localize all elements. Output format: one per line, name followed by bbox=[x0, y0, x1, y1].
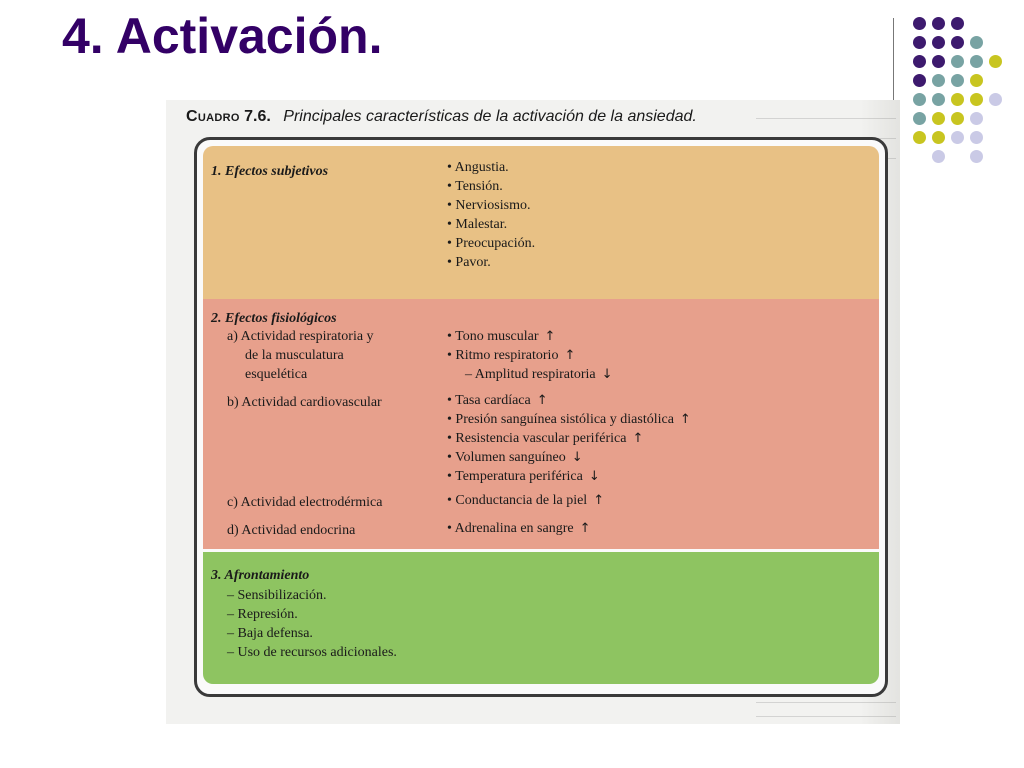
dot bbox=[951, 55, 964, 68]
arrow-up-icon: ↑ bbox=[564, 348, 576, 363]
dot bbox=[951, 112, 964, 125]
arrow-down-icon: ↓ bbox=[571, 450, 583, 465]
section-title: 3. Afrontamiento bbox=[211, 568, 310, 583]
list-item: • Nerviosismo. bbox=[447, 198, 531, 213]
dot bbox=[932, 131, 945, 144]
list-item: • Resistencia vascular periférica bbox=[447, 431, 627, 446]
list-item: – Amplitud respiratoria bbox=[465, 367, 596, 382]
arrow-up-icon: ↑ bbox=[579, 521, 591, 536]
dot bbox=[970, 112, 983, 125]
dot bbox=[970, 74, 983, 87]
dot bbox=[932, 55, 945, 68]
list-item: • Angustia. bbox=[447, 160, 509, 175]
respiratory-list bbox=[447, 329, 613, 386]
list-item: • Tono muscular bbox=[447, 329, 539, 344]
list-item: • Preocupación. bbox=[447, 236, 536, 251]
list-item: • Conductancia de la piel bbox=[447, 493, 588, 508]
dot bbox=[913, 93, 926, 106]
dot bbox=[932, 93, 945, 106]
caption-number: 7.6. bbox=[244, 108, 271, 125]
dot bbox=[932, 36, 945, 49]
dot bbox=[989, 55, 1002, 68]
subjective-list bbox=[447, 160, 535, 274]
dot bbox=[970, 55, 983, 68]
list-item: • Tensión. bbox=[447, 179, 503, 194]
list-item: • Volumen sanguíneo bbox=[447, 450, 566, 465]
cardiovascular-label: b) Actividad cardiovascular bbox=[227, 395, 382, 410]
list-item: • Tasa cardíaca bbox=[447, 393, 531, 408]
list-item: • Ritmo respiratorio bbox=[447, 348, 559, 363]
table-box bbox=[194, 137, 888, 697]
dot bbox=[913, 112, 926, 125]
caption-label: Cuadro bbox=[186, 108, 240, 125]
dot bbox=[932, 17, 945, 30]
list-item: • Temperatura periférica bbox=[447, 469, 583, 484]
electrodermal-label: c) Actividad electrodérmica bbox=[227, 495, 383, 510]
scanned-table-image bbox=[166, 100, 900, 724]
list-item: – Represión. bbox=[227, 607, 298, 622]
dot bbox=[951, 36, 964, 49]
dot bbox=[913, 17, 926, 30]
section-coping bbox=[203, 552, 879, 684]
slide-title: 4. Activación. bbox=[62, 8, 383, 64]
section-subjective-effects bbox=[203, 146, 879, 304]
arrow-up-icon: ↑ bbox=[544, 329, 556, 344]
arrow-up-icon: ↑ bbox=[679, 412, 691, 427]
section-title: 1. Efectos subjetivos bbox=[211, 164, 329, 179]
arrow-up-icon: ↑ bbox=[593, 493, 605, 508]
table-caption bbox=[186, 108, 697, 126]
dot bbox=[970, 131, 983, 144]
coping-list bbox=[227, 588, 397, 664]
dot bbox=[913, 131, 926, 144]
dot bbox=[951, 17, 964, 30]
dot bbox=[932, 112, 945, 125]
dot bbox=[913, 55, 926, 68]
arrow-down-icon: ↓ bbox=[588, 469, 600, 484]
dot bbox=[951, 74, 964, 87]
arrow-down-icon: ↓ bbox=[601, 367, 613, 382]
dot bbox=[932, 150, 945, 163]
respiratory-label: a) Actividad respiratoria y de la musculatura esquelética bbox=[227, 329, 374, 382]
dot bbox=[951, 93, 964, 106]
dot bbox=[913, 74, 926, 87]
cardiovascular-list bbox=[447, 393, 691, 488]
dot bbox=[932, 74, 945, 87]
dot bbox=[951, 131, 964, 144]
section-physiological-effects bbox=[203, 299, 879, 549]
list-item: – Sensibilización. bbox=[227, 588, 327, 603]
list-item: • Presión sanguínea sistólica y diastólica bbox=[447, 412, 674, 427]
dot bbox=[970, 93, 983, 106]
list-item: – Uso de recursos adicionales. bbox=[227, 645, 397, 660]
section-title: 2. Efectos fisiológicos bbox=[211, 311, 337, 326]
dot bbox=[970, 150, 983, 163]
dot bbox=[970, 36, 983, 49]
divider-line bbox=[893, 18, 894, 100]
list-item: • Malestar. bbox=[447, 217, 508, 232]
arrow-up-icon: ↑ bbox=[536, 393, 548, 408]
caption-text: Principales características de la activación de la ansiedad. bbox=[283, 108, 697, 125]
dot bbox=[989, 93, 1002, 106]
list-item: • Adrenalina en sangre bbox=[447, 521, 574, 536]
list-item: • Pavor. bbox=[447, 255, 491, 270]
dot bbox=[913, 36, 926, 49]
endocrine-label: d) Actividad endocrina bbox=[227, 523, 356, 538]
arrow-up-icon: ↑ bbox=[632, 431, 644, 446]
list-item: – Baja defensa. bbox=[227, 626, 313, 641]
